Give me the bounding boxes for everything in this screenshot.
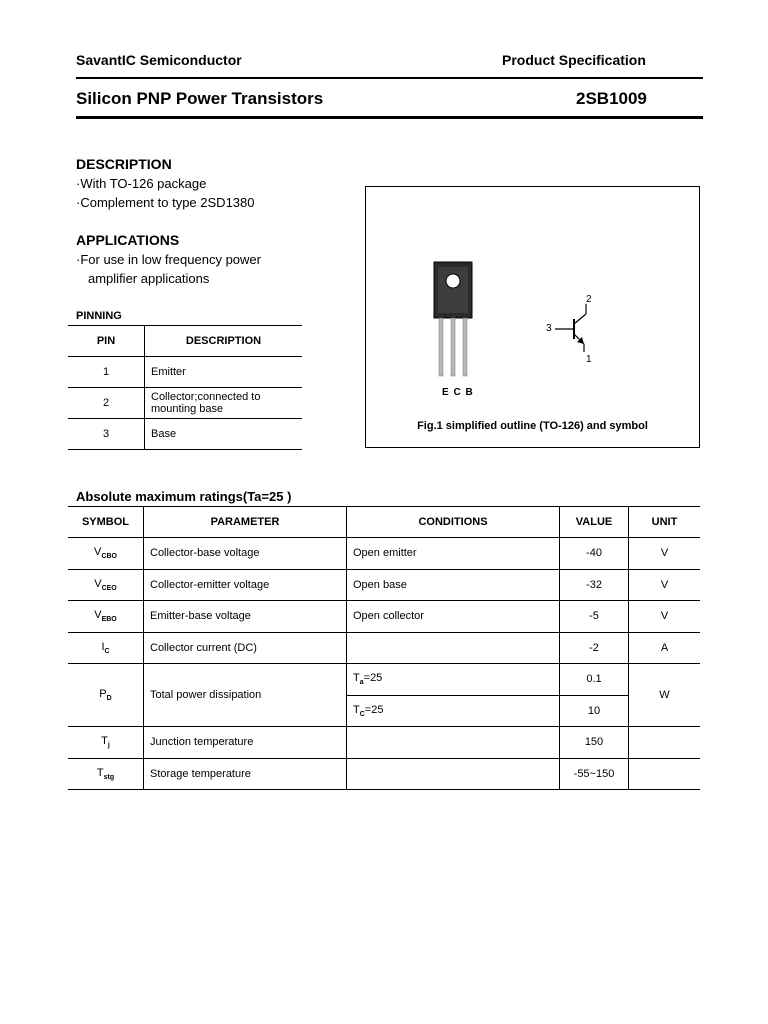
parameter-cell: Emitter-base voltage xyxy=(144,601,347,633)
pinning-table xyxy=(68,325,302,450)
desc-col-header: DESCRIPTION xyxy=(145,326,303,357)
symbol-col-header: SYMBOL xyxy=(68,507,144,538)
applications-heading: APPLICATIONS xyxy=(76,232,180,248)
value-cell: -2 xyxy=(560,632,629,664)
value-cell: -5 xyxy=(560,601,629,633)
unit-cell xyxy=(629,727,701,759)
symbol-cell: $V_{EBO}$ xyxy=(68,601,144,633)
transistor-illustration xyxy=(366,187,699,407)
doc-type: Product Specification xyxy=(502,52,646,68)
parameter-cell: Collector current (DC) xyxy=(144,632,347,664)
unit-cell: V xyxy=(629,601,701,633)
conditions-cell xyxy=(347,758,560,790)
symbol-pin-label: 2 xyxy=(586,294,592,305)
conditions-cell: Open emitter xyxy=(347,538,560,570)
ratings-heading: Absolute maximum ratings(Ta=25 ) xyxy=(76,489,292,504)
conditions-cell: $T_C=25$ xyxy=(347,695,560,727)
description-line: ·With TO-126 package xyxy=(76,176,207,191)
symbol-cell: $T_j$ xyxy=(68,727,144,759)
conditions-cell: Open base xyxy=(347,569,560,601)
header-rule-bottom xyxy=(76,116,703,119)
unit-cell xyxy=(629,758,701,790)
description-heading: DESCRIPTION xyxy=(76,156,172,172)
table-row xyxy=(68,632,700,664)
table-row xyxy=(68,419,302,450)
table-row xyxy=(68,758,700,790)
lead-collector xyxy=(451,318,455,376)
pin-description: Collector;connected to mounting base xyxy=(145,388,303,419)
pin-number: 3 xyxy=(68,419,145,450)
unit-cell: V xyxy=(629,569,701,601)
pin-description: Emitter xyxy=(145,357,303,388)
doc-title: Silicon PNP Power Transistors xyxy=(76,89,324,108)
pin-description: Base xyxy=(145,419,303,450)
figure-box xyxy=(365,186,700,448)
table-row xyxy=(68,601,700,633)
conditions-cell: Open collector xyxy=(347,601,560,633)
symbol-pin-label: 3 xyxy=(546,323,552,334)
table-row xyxy=(68,357,302,388)
ratings-table xyxy=(68,506,700,790)
pin-number: 2 xyxy=(68,388,145,419)
value-cell: -32 xyxy=(560,569,629,601)
parameter-cell: Collector-base voltage xyxy=(144,538,347,570)
table-row xyxy=(68,388,302,419)
part-number: 2SB1009 xyxy=(576,89,647,108)
parameter-cell: Storage temperature xyxy=(144,758,347,790)
pin-col-header: PIN xyxy=(68,326,145,357)
symbol-cell: $I_C$ xyxy=(68,632,144,664)
applications-line: ·For use in low frequency power xyxy=(76,252,261,267)
symbol-cell: $T_{stg}$ xyxy=(68,758,144,790)
pinning-heading: PINNING xyxy=(76,310,122,322)
value-cell: 0.1 xyxy=(560,664,629,696)
pnp-symbol xyxy=(555,304,586,352)
value-col-header: VALUE xyxy=(560,507,629,538)
conditions-cell xyxy=(347,727,560,759)
parameter-cell: Total power dissipation xyxy=(144,664,347,727)
description-line: ·Complement to type 2SD1380 xyxy=(76,195,255,210)
lead-base xyxy=(463,318,467,376)
parameter-cell: Collector-emitter voltage xyxy=(144,569,347,601)
mounting-hole xyxy=(446,274,460,288)
symbol-pin-label: 1 xyxy=(586,354,592,365)
value-cell: -55~150 xyxy=(560,758,629,790)
table-row xyxy=(68,664,700,696)
value-cell: -40 xyxy=(560,538,629,570)
header-rule-top xyxy=(76,77,703,79)
symbol-cell: $P_D$ xyxy=(68,664,144,727)
lead-emitter xyxy=(439,318,443,376)
unit-cell: A xyxy=(629,632,701,664)
company-name: SavantIC Semiconductor xyxy=(76,52,242,68)
symbol-cell: $V_{CEO}$ xyxy=(68,569,144,601)
conditions-cell: $T_a=25$ xyxy=(347,664,560,696)
pin-number: 1 xyxy=(68,357,145,388)
unit-col-header: UNIT xyxy=(629,507,701,538)
parameter-cell: Junction temperature xyxy=(144,727,347,759)
value-cell: 10 xyxy=(560,695,629,727)
conditions-col-header: CONDITIONS xyxy=(347,507,560,538)
table-row xyxy=(68,569,700,601)
unit-cell: V xyxy=(629,538,701,570)
parameter-col-header: PARAMETER xyxy=(144,507,347,538)
conditions-cell xyxy=(347,632,560,664)
figure-caption: Fig.1 simplified outline (TO-126) and symbol xyxy=(417,420,648,432)
pin-order-label: E C B xyxy=(442,387,474,398)
unit-cell: W xyxy=(629,664,701,727)
symbol-cell: $V_{CBO}$ xyxy=(68,538,144,570)
applications-line: amplifier applications xyxy=(88,271,210,286)
value-cell: 150 xyxy=(560,727,629,759)
table-row xyxy=(68,538,700,570)
table-row xyxy=(68,727,700,759)
